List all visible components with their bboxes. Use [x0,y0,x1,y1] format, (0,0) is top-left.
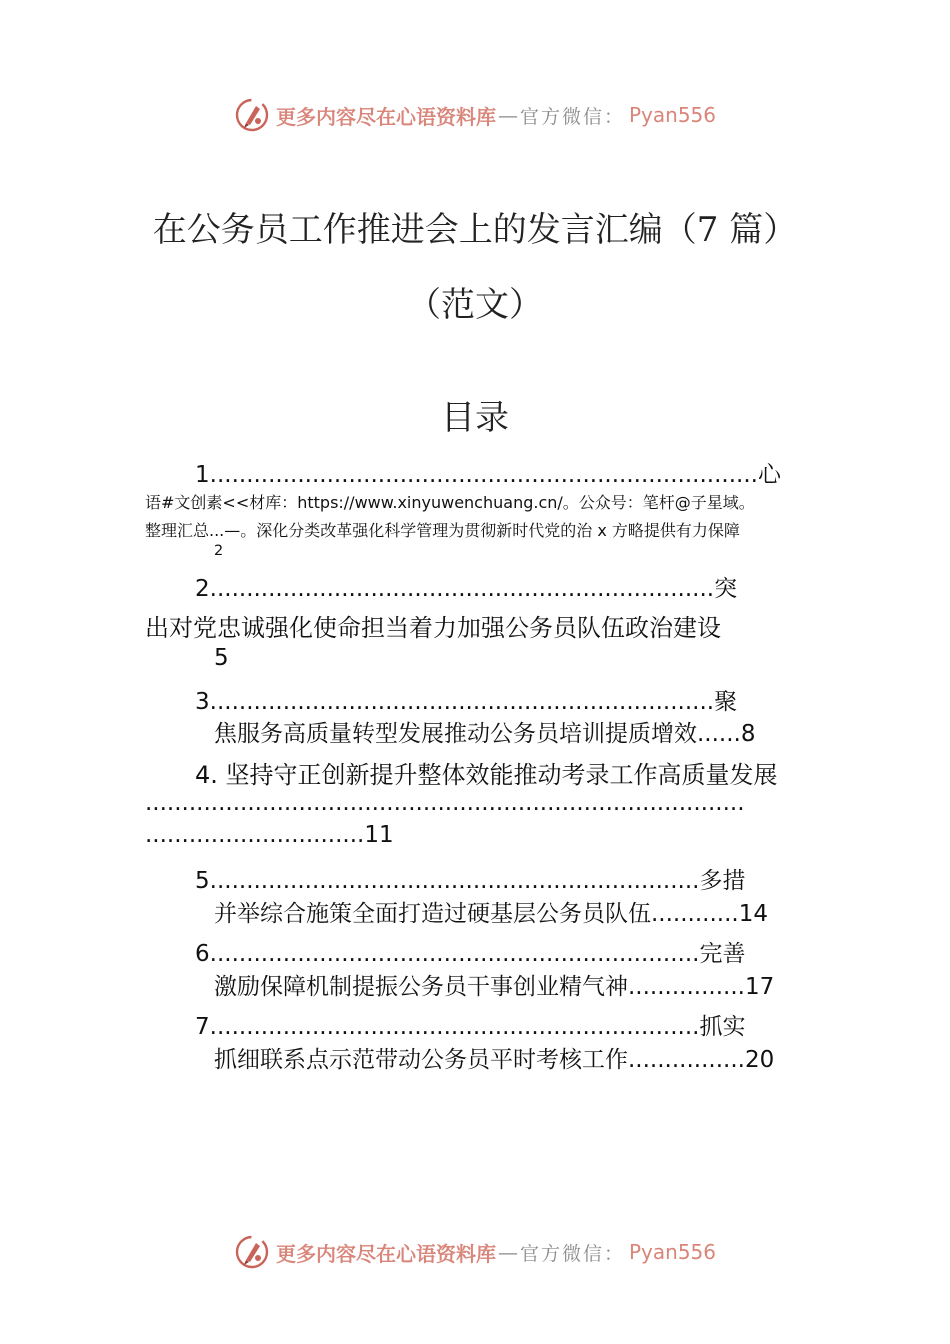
footer-banner [0,1232,950,1272]
toc-item-7-line2: 抓细联系点示范带动公务员平时考核工作................20 [214,1047,775,1073]
toc-item-1-line3: 整理汇总...—。深化分类改革强化科学管理为贯彻新时代党的治 x 方略提供有力保障 [145,521,740,540]
footer-account-label: 官方微信： [519,1242,625,1265]
toc-item-1-line1[interactable]: 1...........................................................................心 [195,462,781,488]
toc-item-1-line2: 语#文创素<<材库：https://www.xinyuwenchuang.cn/。公众号：笔杆@子星域。 [145,493,755,512]
toc-heading: 目录 [441,398,509,438]
banner-account-label: 官方微信： [519,105,625,128]
toc-item-4-line3: ..............................11 [145,822,394,848]
toc-item-2-line1[interactable]: 2.....................................................................突 [195,576,738,602]
toc-item-2-page: 5 [214,645,229,671]
footer-library-text: 更多内容尽在心语资料库 [275,1241,496,1266]
toc-item-6-line2: 激励保障机制提振公务员干事创业精气神................17 [214,974,775,1000]
toc-item-7-line1[interactable]: 7...................................................................抓实 [195,1014,746,1040]
footer-separator: — [497,1240,518,1264]
toc-item-4-line2: .................................................................................. [145,790,745,816]
pen-nib-logo-icon [234,1234,270,1270]
document-title: 在公务员工作推进会上的发言汇编（7 篇） [152,210,798,250]
toc-item-1-page: 2 [214,543,224,559]
toc-item-3-line1[interactable]: 3.....................................................................聚 [195,689,738,715]
footer-account-id: Pyan556 [629,1240,717,1264]
header-banner [0,95,950,135]
document-subtitle: （范文） [407,285,543,325]
banner-account-id: Pyan556 [629,103,717,127]
toc-item-4-line1[interactable]: 4. 坚持守正创新提升整体效能推动考录工作高质量发展 [195,761,778,789]
toc-item-3-line2: 焦服务高质量转型发展推动公务员培训提质增效......8 [214,721,756,747]
toc-item-2-line2: 出对党忠诚强化使命担当着力加强公务员队伍政治建设 [145,614,721,642]
pen-nib-logo-icon [234,97,270,133]
banner-separator: — [497,103,518,127]
banner-library-text: 更多内容尽在心语资料库 [275,104,496,129]
toc-item-6-line1[interactable]: 6...................................................................完善 [195,941,746,967]
toc-item-5-line1[interactable]: 5...................................................................多措 [195,868,746,894]
toc-item-5-line2: 并举综合施策全面打造过硬基层公务员队伍............14 [214,901,768,927]
